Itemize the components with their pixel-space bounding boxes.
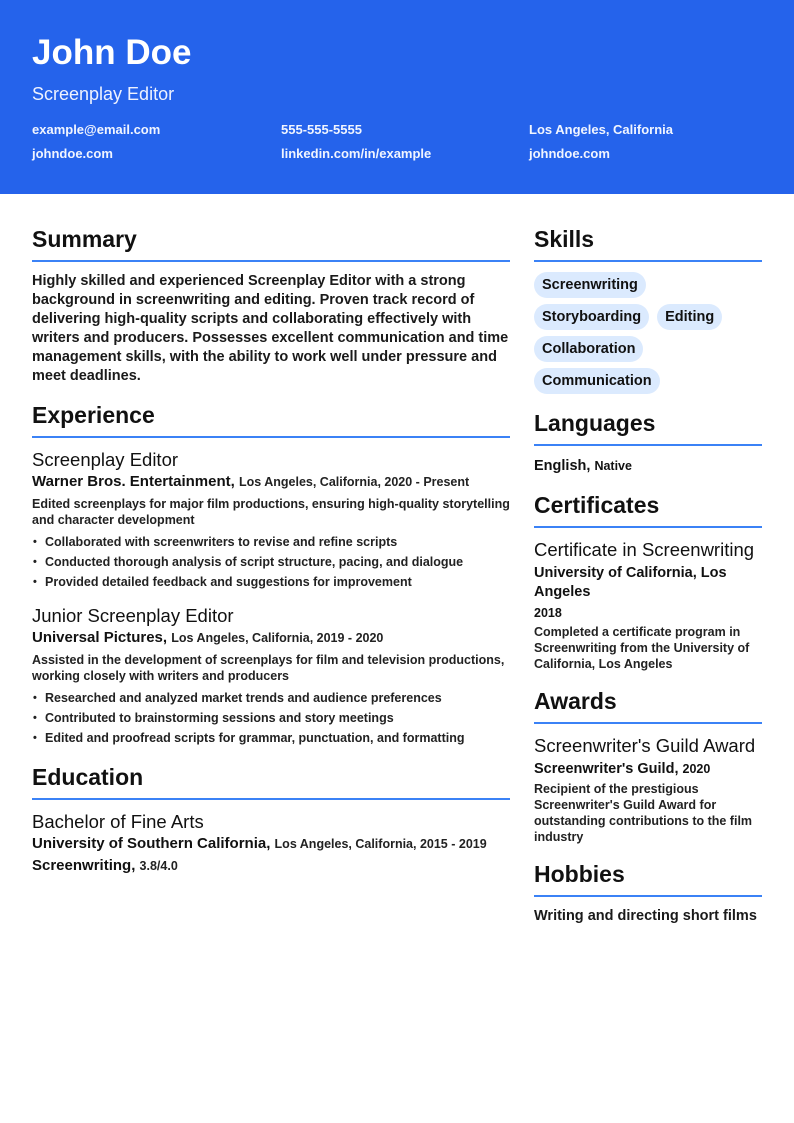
languages-heading: Languages	[534, 408, 762, 446]
contact-linkedin[interactable]: linkedin.com/in/example	[281, 146, 432, 161]
job-bullets	[32, 688, 510, 748]
hobbies-section	[534, 859, 762, 926]
job-bullet: • Collaborated with screenwriters to revise and refine scripts	[32, 532, 510, 552]
job-location: Los Angeles, California	[171, 631, 310, 645]
job-info: Universal Pictures, Los Angeles, California, 2019 - 2020	[32, 629, 384, 646]
language-name: English	[534, 458, 587, 474]
experience-section	[32, 400, 510, 748]
candidate-name: John Doe	[32, 33, 192, 72]
awards-section	[534, 686, 762, 845]
job-description: Edited screenplays for major film productions, ensuring high-quality storytelling and character development	[32, 497, 510, 527]
side-column	[534, 224, 762, 940]
skill-pill: Editing	[657, 304, 722, 330]
award-info: Screenwriter's Guild, 2020	[534, 761, 711, 777]
contact-location: Los Angeles, California	[529, 122, 673, 137]
award-title: Screenwriter's Guild Award	[534, 735, 756, 756]
certificate-issuer: University of California, Los Angeles	[534, 565, 727, 600]
experience-entry	[32, 604, 510, 748]
award-issuer: Screenwriter's Guild	[534, 761, 675, 777]
job-title: Junior Screenplay Editor	[32, 605, 234, 626]
hobby-item: Writing and directing short films	[534, 908, 757, 924]
education-dates: 2015 - 2019	[419, 837, 487, 851]
resume-header	[0, 0, 794, 194]
skill-pill: Screenwriting	[534, 272, 646, 298]
award-year: 2020	[682, 762, 711, 776]
job-bullets	[32, 532, 510, 592]
education-location: Los Angeles, California	[274, 837, 413, 851]
job-description: Assisted in the development of screenplays for film and television productions, working closely with writers and producers	[32, 653, 505, 683]
skill-pill: Collaboration	[534, 336, 643, 362]
summary-text: Highly skilled and experienced Screenplay Editor with a strong background in screenwriting and editing. Proven track record of delivering high-quality scripts and collaborating effectively with writers and producers. Possesses excellent communication and time management skills, with the ability to work well under pressure and meet deadlines.	[32, 273, 509, 384]
certificates-section	[534, 490, 762, 672]
job-info: Warner Bros. Entertainment, Los Angeles, California, 2020 - Present	[32, 473, 470, 490]
job-location: Los Angeles, California	[239, 475, 378, 489]
education-gpa: 3.8/4.0	[139, 859, 178, 873]
candidate-title: Screenplay Editor	[32, 84, 175, 104]
awards-heading: Awards	[534, 686, 762, 724]
certificate-description: Completed a certificate program in Screenwriting from the University of California, Los Angeles	[534, 625, 750, 671]
job-bullet: • Conducted thorough analysis of script structure, pacing, and dialogue	[32, 552, 510, 572]
contact-website-2[interactable]: johndoe.com	[529, 146, 610, 161]
education-field: Screenwriting	[32, 857, 132, 874]
job-bullet: • Researched and analyzed market trends and audience preferences	[32, 688, 510, 708]
education-section	[32, 762, 510, 876]
skill-pill: Storyboarding	[534, 304, 649, 330]
summary-section	[32, 224, 510, 386]
award-description: Recipient of the prestigious Screenwriter's Guild Award for outstanding contributions to the film industry	[534, 782, 753, 844]
certificate-title: Certificate in Screenwriting	[534, 539, 755, 560]
experience-entry	[32, 448, 510, 592]
job-bullet: • Provided detailed feedback and suggestions for improvement	[32, 572, 510, 592]
language-entry: English, Native	[534, 458, 632, 474]
skills-section	[534, 224, 762, 394]
job-bullet: • Edited and proofread scripts for grammar, punctuation, and formatting	[32, 728, 510, 748]
education-field-info: Screenwriting, 3.8/4.0	[32, 857, 178, 874]
job-company: Warner Bros. Entertainment	[32, 473, 231, 490]
skills-list	[534, 272, 762, 394]
language-level: Native	[594, 459, 632, 473]
summary-heading: Summary	[32, 224, 510, 262]
hobbies-heading: Hobbies	[534, 859, 762, 897]
contact-phone[interactable]: 555-555-5555	[281, 122, 362, 137]
education-school: University of Southern California	[32, 835, 267, 852]
contact-email[interactable]: example@email.com	[32, 122, 161, 137]
main-column	[32, 224, 510, 890]
experience-heading: Experience	[32, 400, 510, 438]
education-heading: Education	[32, 762, 510, 800]
contact-website[interactable]: johndoe.com	[32, 146, 113, 161]
job-dates: 2019 - 2020	[316, 631, 384, 645]
job-title: Screenplay Editor	[32, 449, 179, 470]
job-company: Universal Pictures	[32, 629, 163, 646]
languages-section	[534, 408, 762, 476]
degree-title: Bachelor of Fine Arts	[32, 811, 204, 832]
skill-pill: Communication	[534, 368, 660, 394]
job-bullet: • Contributed to brainstorming sessions and story meetings	[32, 708, 510, 728]
certificates-heading: Certificates	[534, 490, 762, 528]
job-dates: 2020 - Present	[384, 475, 470, 489]
education-info: University of Southern California, Los Angeles, California, 2015 - 2019	[32, 835, 487, 852]
certificate-year: 2018	[534, 606, 562, 620]
skills-heading: Skills	[534, 224, 762, 262]
